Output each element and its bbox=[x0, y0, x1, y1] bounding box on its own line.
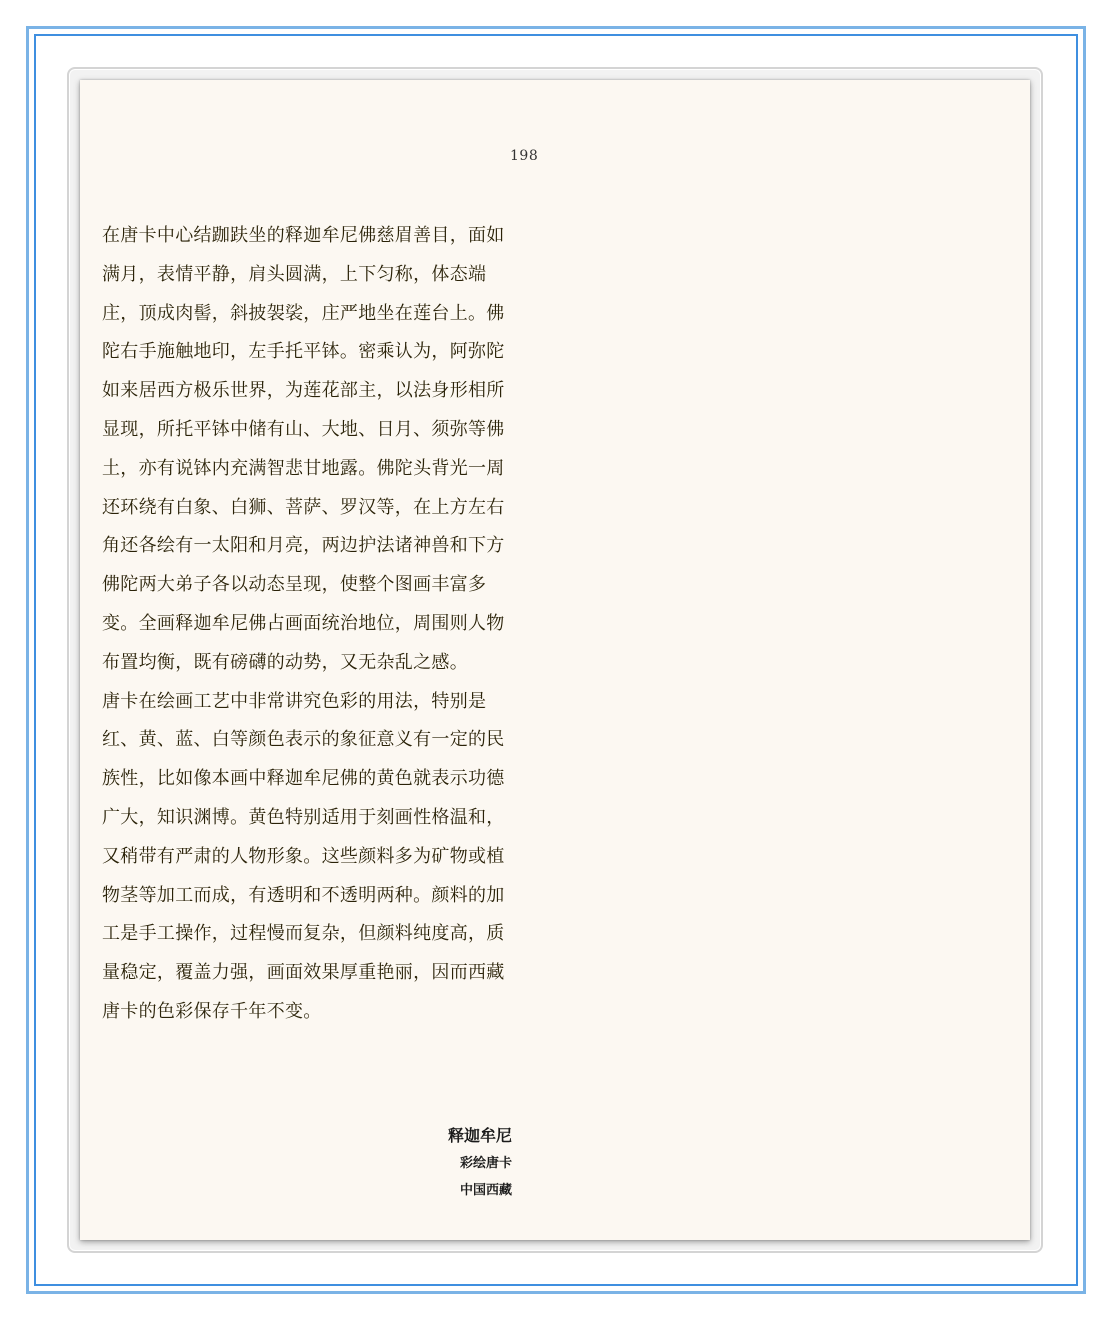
paragraph-description: 在唐卡中心结跏趺坐的释迦牟尼佛慈眉善目，面如满月，表情平静，肩头圆满，上下匀称，体态端庄，顶成肉髻，斜披袈裟，庄严地坐在莲台上。佛陀右手施触地印，左手托平钵。密乘认为，阿弥陀如来居西方极乐世界，为莲花部主，以法身形相所显现，所托平钵中储有山、大地、日月、须弥等佛土，亦有说钵内充满智悲甘地露。佛陀头背光一周还环绕有白象、白狮、菩萨、罗汉等，在上方左右角还各绘有一太阳和月亮，两边护法诸神兽和下方佛陀两大弟子各以动态呈现，使整个图画丰富多变。全画释迦牟尼佛占画面统治地位，周围则人物布置均衡，既有磅礴的动势，又无杂乱之感。 bbox=[102, 225, 505, 673]
caption-title: 释迦牟尼 bbox=[447, 1126, 512, 1145]
body-text bbox=[102, 217, 522, 1032]
caption-medium: 彩绘唐卡 bbox=[459, 1156, 512, 1171]
page-number: 198 bbox=[510, 148, 539, 164]
artwork-caption bbox=[448, 1122, 512, 1204]
paragraph-color: 唐卡在绘画工艺中非常讲究色彩的用法，特别是红、黄、蓝、白等颜色表示的象征意义有一定的民族性，比如像本画中释迦牟尼佛的黄色就表示功德广大，知识渊博。黄色特别适用于刻画性格温和，又稍带有严肃的人物形象。这些颜料多为矿物或植物茎等加工而成，有透明和不透明两种。颜料的加工是手工操作，过程慢而复杂，但颜料纯度高，质量稳定，覆盖力强，画面效果厚重艳丽，因而西藏唐卡的色彩保存千年不变。 bbox=[102, 690, 505, 1022]
book-page bbox=[80, 80, 1030, 1240]
caption-origin: 中国西藏 bbox=[459, 1183, 512, 1198]
